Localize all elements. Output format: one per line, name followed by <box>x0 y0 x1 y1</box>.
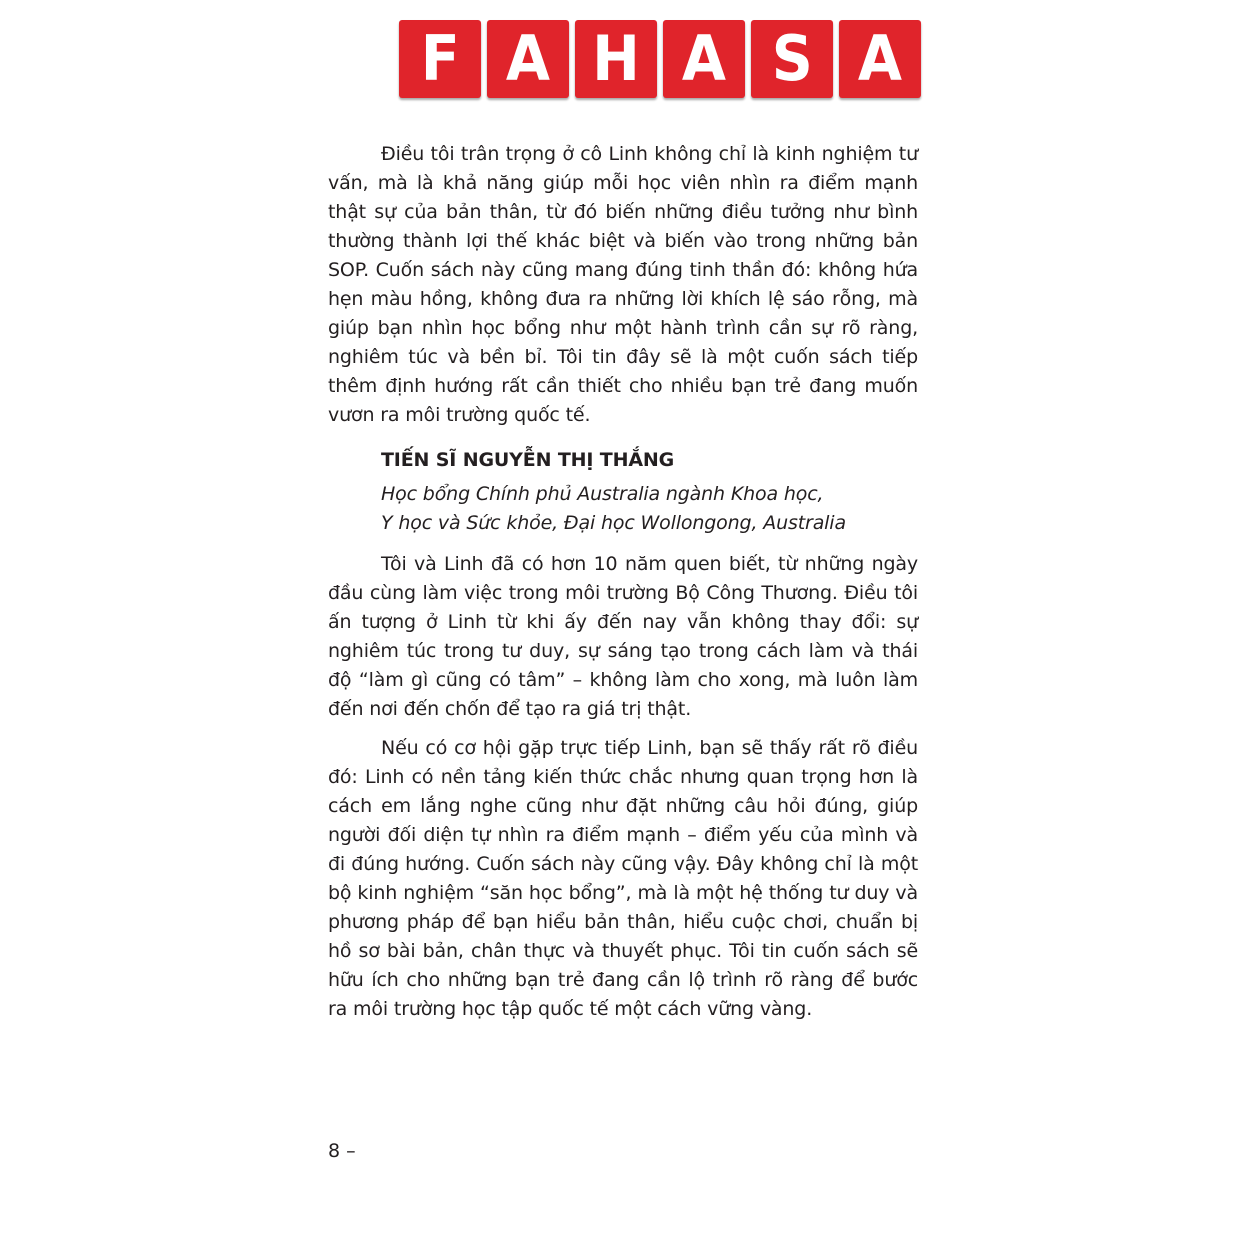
logo-letter: H <box>592 22 640 95</box>
logo-tile <box>399 20 481 98</box>
body-paragraph: Điều tôi trân trọng ở cô Linh không chỉ là kinh nghiệm tư vấn, mà là khả năng giúp mỗi học viên nhìn ra điểm mạnh thật sự của bản thân, từ đó biến những điều tưởng như bình thường thành lợi thế khác biệt và biến vào trong những bản SOP. Cuốn sách này cũng mang đúng tinh thần đó: không hứa hẹn màu hồng, không đưa ra những lời khích lệ sáo rỗng, mà giúp bạn nhìn học bổng như một hành trình cần sự rõ ràng, nghiêm túc và bền bỉ. Tôi tin đây sẽ là một cuốn sách tiếp thêm định hướng rất cần thiết cho nhiều bạn trẻ đang muốn vươn ra môi trường quốc tế. <box>328 143 918 426</box>
author-desc-line: Y học và Sức khỏe, Đại học Wollongong, Australia <box>381 512 846 534</box>
logo-tile <box>663 20 745 98</box>
author-desc-line: Học bổng Chính phủ Australia ngành Khoa học, <box>381 483 824 505</box>
logo-letter: A <box>857 22 903 95</box>
logo-letter: A <box>505 22 551 95</box>
author-description <box>381 480 918 538</box>
logo-letter: S <box>771 22 813 95</box>
author-name: TIẾN SĨ NGUYỄN THỊ THẮNG <box>381 449 675 471</box>
logo-tile <box>575 20 657 98</box>
fahasa-logo <box>399 20 921 98</box>
body-paragraph: Tôi và Linh đã có hơn 10 năm quen biết, từ những ngày đầu cùng làm việc trong môi trường Bộ Công Thương. Điều tôi ấn tượng ở Linh từ khi ấy đến nay vẫn không thay đổi: sự nghiêm túc trong tư duy, sự sáng tạo trong cách làm và thái độ “làm gì cũng có tâm” – không làm cho xong, mà luôn làm đến nơi đến chốn để tạo ra giá trị thật. <box>328 553 918 720</box>
logo-tile <box>839 20 921 98</box>
page-content <box>328 140 918 1024</box>
logo-tile <box>751 20 833 98</box>
author-block <box>381 446 918 538</box>
page-number: 8 – <box>328 1140 356 1162</box>
logo-tile <box>487 20 569 98</box>
body-paragraph: Nếu có cơ hội gặp trực tiếp Linh, bạn sẽ thấy rất rõ điều đó: Linh có nền tảng kiến thức chắc nhưng quan trọng hơn là cách em lắng nghe cũng như đặt những câu hỏi đúng, giúp người đối diện tự nhìn ra điểm mạnh – điểm yếu của mình và đi đúng hướng. Cuốn sách này cũng vậy. Đây không chỉ là một bộ kinh nghiệm “săn học bổng”, mà là một hệ thống tư duy và phương pháp để bạn hiểu bản thân, hiểu cuộc chơi, chuẩn bị hồ sơ bài bản, chân thực và thuyết phục. Tôi tin cuốn sách sẽ hữu ích cho những bạn trẻ đang cần lộ trình rõ ràng để bước ra môi trường học tập quốc tế một cách vững vàng. <box>328 737 918 1020</box>
logo-letter: F <box>420 22 460 95</box>
logo-letter: A <box>681 22 727 95</box>
